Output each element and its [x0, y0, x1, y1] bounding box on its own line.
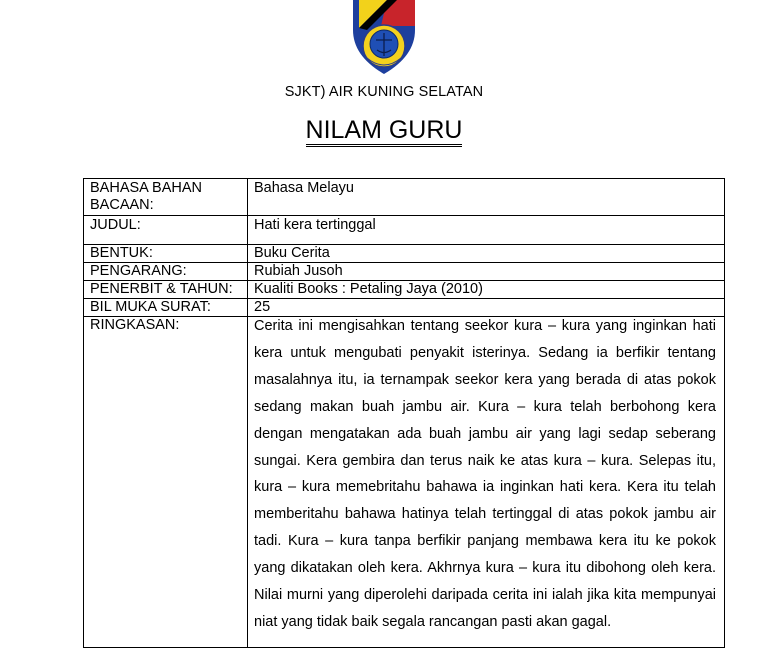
table-row: [84, 317, 725, 648]
field-value: Bahasa Melayu: [248, 179, 725, 216]
school-name: SJKT) AIR KUNING SELATAN: [284, 84, 484, 100]
field-label: PENERBIT & TAHUN:: [84, 281, 248, 299]
summary-text: Cerita ini mengisahkan tentang seekor kura – kura yang inginkan hati kera untuk mengubati penyakit isterinya. Sedang ia berfikir tentang masalahnya itu, ia ternampak seekor kera yang berada di atas pokok sedang makan buah jambu air. Kura – kura telah berbohong kera dengan mengatakan ada buah jambu air yang lagi sedap seberang sungai. Kera gembira dan terus naik ke atas kura – kura. Selepas itu, kura – kura memebritahu bahawa ia inginkan hati kera. Kera itu telah memberitahu bahawa hatinya telah tertinggal di atas pokok jambu air tadi. Kura – kura tanpa berfikir panjang membawa kera itu ke pokok yang dikatakan oleh kera. Akhrnya kura – kura itu dibohong oleh kera. Nilai murni yang diperolehi daripada cerita ini ialah jika kita mempunyai niat yang tidak baik segala rancangan pasti akan gagal.: [254, 318, 716, 630]
field-label: RINGKASAN:: [84, 317, 248, 648]
field-value: Hati kera tertinggal: [248, 216, 725, 245]
field-value: Buku Cerita: [248, 245, 725, 263]
table-row: [84, 263, 725, 281]
field-value: 25: [248, 299, 725, 317]
field-label: BENTUK:: [84, 245, 248, 263]
table-row: [84, 245, 725, 263]
field-label: PENGARANG:: [84, 263, 248, 281]
field-label: BAHASA BAHAN BACAAN:: [84, 179, 248, 216]
page-title: [0, 116, 768, 145]
summary-cell: [248, 317, 725, 648]
field-value: Kualiti Books : Petaling Jaya (2010): [248, 281, 725, 299]
table-row: [84, 179, 725, 216]
school-crest-logo: [347, 0, 421, 78]
field-label: BIL MUKA SURAT:: [84, 299, 248, 317]
page-title-text: NILAM GURU: [306, 116, 463, 147]
book-info-table: [83, 178, 725, 648]
table-row: [84, 216, 725, 245]
table-row: [84, 281, 725, 299]
field-value: Rubiah Jusoh: [248, 263, 725, 281]
field-label: JUDUL:: [84, 216, 248, 245]
